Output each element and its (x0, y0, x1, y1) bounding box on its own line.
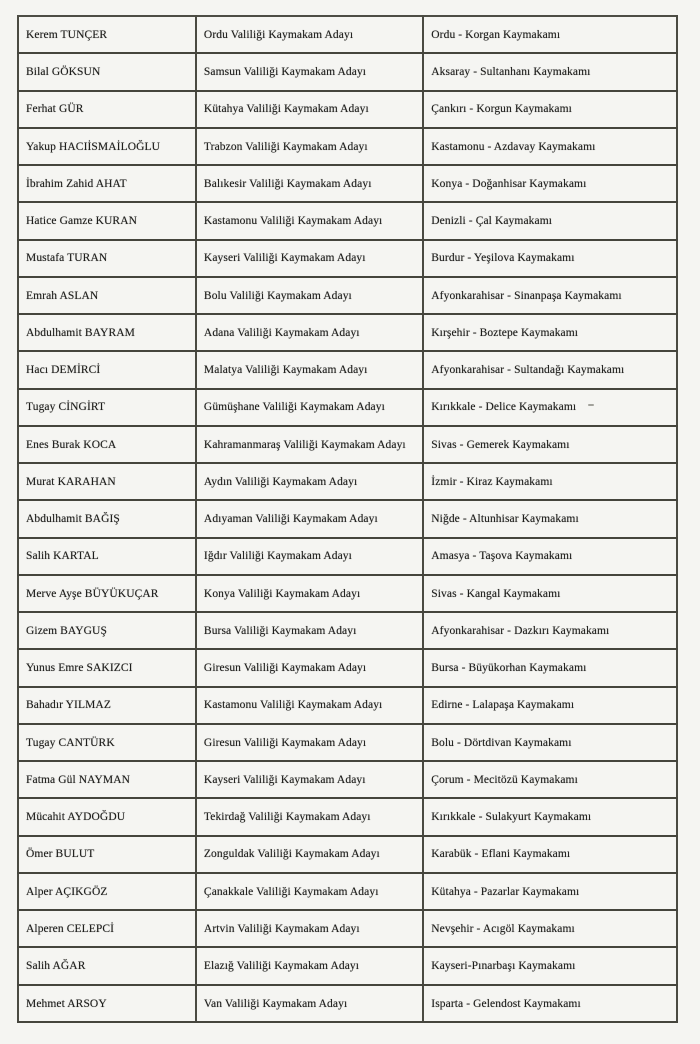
candidate-name-cell: Ferhat GÜR (18, 91, 196, 128)
current-position-cell: Konya Valiliği Kaymakam Adayı (196, 575, 423, 612)
new-assignment-cell: Nevşehir - Acıgöl Kaymakamı (423, 910, 677, 947)
current-position-cell: Van Valiliği Kaymakam Adayı (196, 985, 423, 1023)
candidate-name-cell: Fatma Gül NAYMAN (18, 761, 196, 798)
candidate-name-cell: Hacı DEMİRCİ (18, 351, 196, 388)
table-row (18, 351, 677, 388)
table-row (18, 612, 677, 649)
table-row (18, 724, 677, 761)
candidate-name-cell: Alperen CELEPCİ (18, 910, 196, 947)
candidate-name-cell: Yunus Emre SAKIZCI (18, 649, 196, 686)
table-row (18, 538, 677, 575)
table-row (18, 128, 677, 165)
table-row (18, 202, 677, 239)
candidate-name-cell: Bilal GÖKSUN (18, 53, 196, 90)
table-row (18, 277, 677, 314)
current-position-cell: Iğdır Valiliği Kaymakam Adayı (196, 538, 423, 575)
current-position-cell: Balıkesir Valiliği Kaymakam Adayı (196, 165, 423, 202)
current-position-cell: Artvin Valiliği Kaymakam Adayı (196, 910, 423, 947)
table-row (18, 947, 677, 984)
new-assignment-cell: Kırşehir - Boztepe Kaymakamı (423, 314, 677, 351)
new-assignment-cell: Afyonkarahisar - Sultandağı Kaymakamı (423, 351, 677, 388)
new-assignment-cell: Afyonkarahisar - Dazkırı Kaymakamı (423, 612, 677, 649)
new-assignment-cell: Ordu - Korgan Kaymakamı (423, 16, 677, 53)
table-row (18, 836, 677, 873)
new-assignment-cell: Edirne - Lalapaşa Kaymakamı (423, 687, 677, 724)
new-assignment-cell: Kütahya - Pazarlar Kaymakamı (423, 873, 677, 910)
candidate-name-cell: Tugay CİNGİRT (18, 389, 196, 426)
candidate-name-cell: Merve Ayşe BÜYÜKUÇAR (18, 575, 196, 612)
current-position-cell: Trabzon Valiliği Kaymakam Adayı (196, 128, 423, 165)
candidate-name-cell: Hatice Gamze KURAN (18, 202, 196, 239)
new-assignment-cell: Sivas - Kangal Kaymakamı (423, 575, 677, 612)
new-assignment-cell: Amasya - Taşova Kaymakamı (423, 538, 677, 575)
current-position-cell: Zonguldak Valiliği Kaymakam Adayı (196, 836, 423, 873)
current-position-cell: Kahramanmaraş Valiliği Kaymakam Adayı (196, 426, 423, 463)
table-row (18, 649, 677, 686)
table-row (18, 389, 677, 426)
current-position-cell: Malatya Valiliği Kaymakam Adayı (196, 351, 423, 388)
table-row (18, 798, 677, 835)
current-position-cell: Gümüşhane Valiliği Kaymakam Adayı (196, 389, 423, 426)
table-body (18, 16, 677, 1022)
new-assignment-cell: Niğde - Altunhisar Kaymakamı (423, 500, 677, 537)
table-row (18, 687, 677, 724)
candidate-name-cell: Yakup HACIİSMAİLOĞLU (18, 128, 196, 165)
table-row (18, 314, 677, 351)
table-row (18, 463, 677, 500)
current-position-cell: Kastamonu Valiliği Kaymakam Adayı (196, 202, 423, 239)
candidate-name-cell: İbrahim Zahid AHAT (18, 165, 196, 202)
new-assignment-cell: Konya - Doğanhisar Kaymakamı (423, 165, 677, 202)
current-position-cell: Elazığ Valiliği Kaymakam Adayı (196, 947, 423, 984)
current-position-cell: Giresun Valiliği Kaymakam Adayı (196, 649, 423, 686)
candidate-name-cell: Mücahit AYDOĞDU (18, 798, 196, 835)
candidate-name-cell: Salih KARTAL (18, 538, 196, 575)
candidate-name-cell: Salih AĞAR (18, 947, 196, 984)
new-assignment-cell: Bursa - Büyükorhan Kaymakamı (423, 649, 677, 686)
current-position-cell: Tekirdağ Valiliği Kaymakam Adayı (196, 798, 423, 835)
new-assignment-cell: İzmir - Kiraz Kaymakamı (423, 463, 677, 500)
scan-artifact-speck (588, 404, 594, 406)
new-assignment-cell: Çankırı - Korgun Kaymakamı (423, 91, 677, 128)
current-position-cell: Kayseri Valiliği Kaymakam Adayı (196, 761, 423, 798)
table-row (18, 53, 677, 90)
candidate-name-cell: Abdulhamit BAĞIŞ (18, 500, 196, 537)
candidate-name-cell: Tugay CANTÜRK (18, 724, 196, 761)
candidate-name-cell: Abdulhamit BAYRAM (18, 314, 196, 351)
new-assignment-cell: Burdur - Yeşilova Kaymakamı (423, 240, 677, 277)
candidate-name-cell: Mustafa TURAN (18, 240, 196, 277)
table-row (18, 16, 677, 53)
new-assignment-cell: Afyonkarahisar - Sinanpaşa Kaymakamı (423, 277, 677, 314)
current-position-cell: Adıyaman Valiliği Kaymakam Adayı (196, 500, 423, 537)
candidate-name-cell: Bahadır YILMAZ (18, 687, 196, 724)
candidate-name-cell: Mehmet ARSOY (18, 985, 196, 1023)
current-position-cell: Çanakkale Valiliği Kaymakam Adayı (196, 873, 423, 910)
candidate-name-cell: Enes Burak KOCA (18, 426, 196, 463)
current-position-cell: Adana Valiliği Kaymakam Adayı (196, 314, 423, 351)
new-assignment-cell: Kırıkkale - Delice Kaymakamı (423, 389, 677, 426)
candidate-name-cell: Gizem BAYGUŞ (18, 612, 196, 649)
assignments-table (17, 15, 678, 1023)
table-row (18, 761, 677, 798)
new-assignment-cell: Çorum - Mecitözü Kaymakamı (423, 761, 677, 798)
current-position-cell: Kastamonu Valiliği Kaymakam Adayı (196, 687, 423, 724)
candidate-name-cell: Kerem TUNÇER (18, 16, 196, 53)
current-position-cell: Bolu Valiliği Kaymakam Adayı (196, 277, 423, 314)
new-assignment-cell: Kırıkkale - Sulakyurt Kaymakamı (423, 798, 677, 835)
new-assignment-cell: Isparta - Gelendost Kaymakamı (423, 985, 677, 1023)
candidate-name-cell: Ömer BULUT (18, 836, 196, 873)
current-position-cell: Kayseri Valiliği Kaymakam Adayı (196, 240, 423, 277)
table-row (18, 910, 677, 947)
table-row (18, 575, 677, 612)
new-assignment-cell: Sivas - Gemerek Kaymakamı (423, 426, 677, 463)
new-assignment-cell: Denizli - Çal Kaymakamı (423, 202, 677, 239)
current-position-cell: Kütahya Valiliği Kaymakam Adayı (196, 91, 423, 128)
table-row (18, 500, 677, 537)
new-assignment-cell: Karabük - Eflani Kaymakamı (423, 836, 677, 873)
new-assignment-cell: Kayseri-Pınarbaşı Kaymakamı (423, 947, 677, 984)
table-row (18, 91, 677, 128)
candidate-name-cell: Murat KARAHAN (18, 463, 196, 500)
current-position-cell: Bursa Valiliği Kaymakam Adayı (196, 612, 423, 649)
current-position-cell: Samsun Valiliği Kaymakam Adayı (196, 53, 423, 90)
table-row (18, 165, 677, 202)
candidate-name-cell: Emrah ASLAN (18, 277, 196, 314)
new-assignment-cell: Kastamonu - Azdavay Kaymakamı (423, 128, 677, 165)
new-assignment-cell: Aksaray - Sultanhanı Kaymakamı (423, 53, 677, 90)
current-position-cell: Giresun Valiliği Kaymakam Adayı (196, 724, 423, 761)
current-position-cell: Ordu Valiliği Kaymakam Adayı (196, 16, 423, 53)
table-row (18, 873, 677, 910)
table-row (18, 985, 677, 1023)
current-position-cell: Aydın Valiliği Kaymakam Adayı (196, 463, 423, 500)
table-row (18, 426, 677, 463)
new-assignment-cell: Bolu - Dörtdivan Kaymakamı (423, 724, 677, 761)
candidate-name-cell: Alper AÇIKGÖZ (18, 873, 196, 910)
table-row (18, 240, 677, 277)
